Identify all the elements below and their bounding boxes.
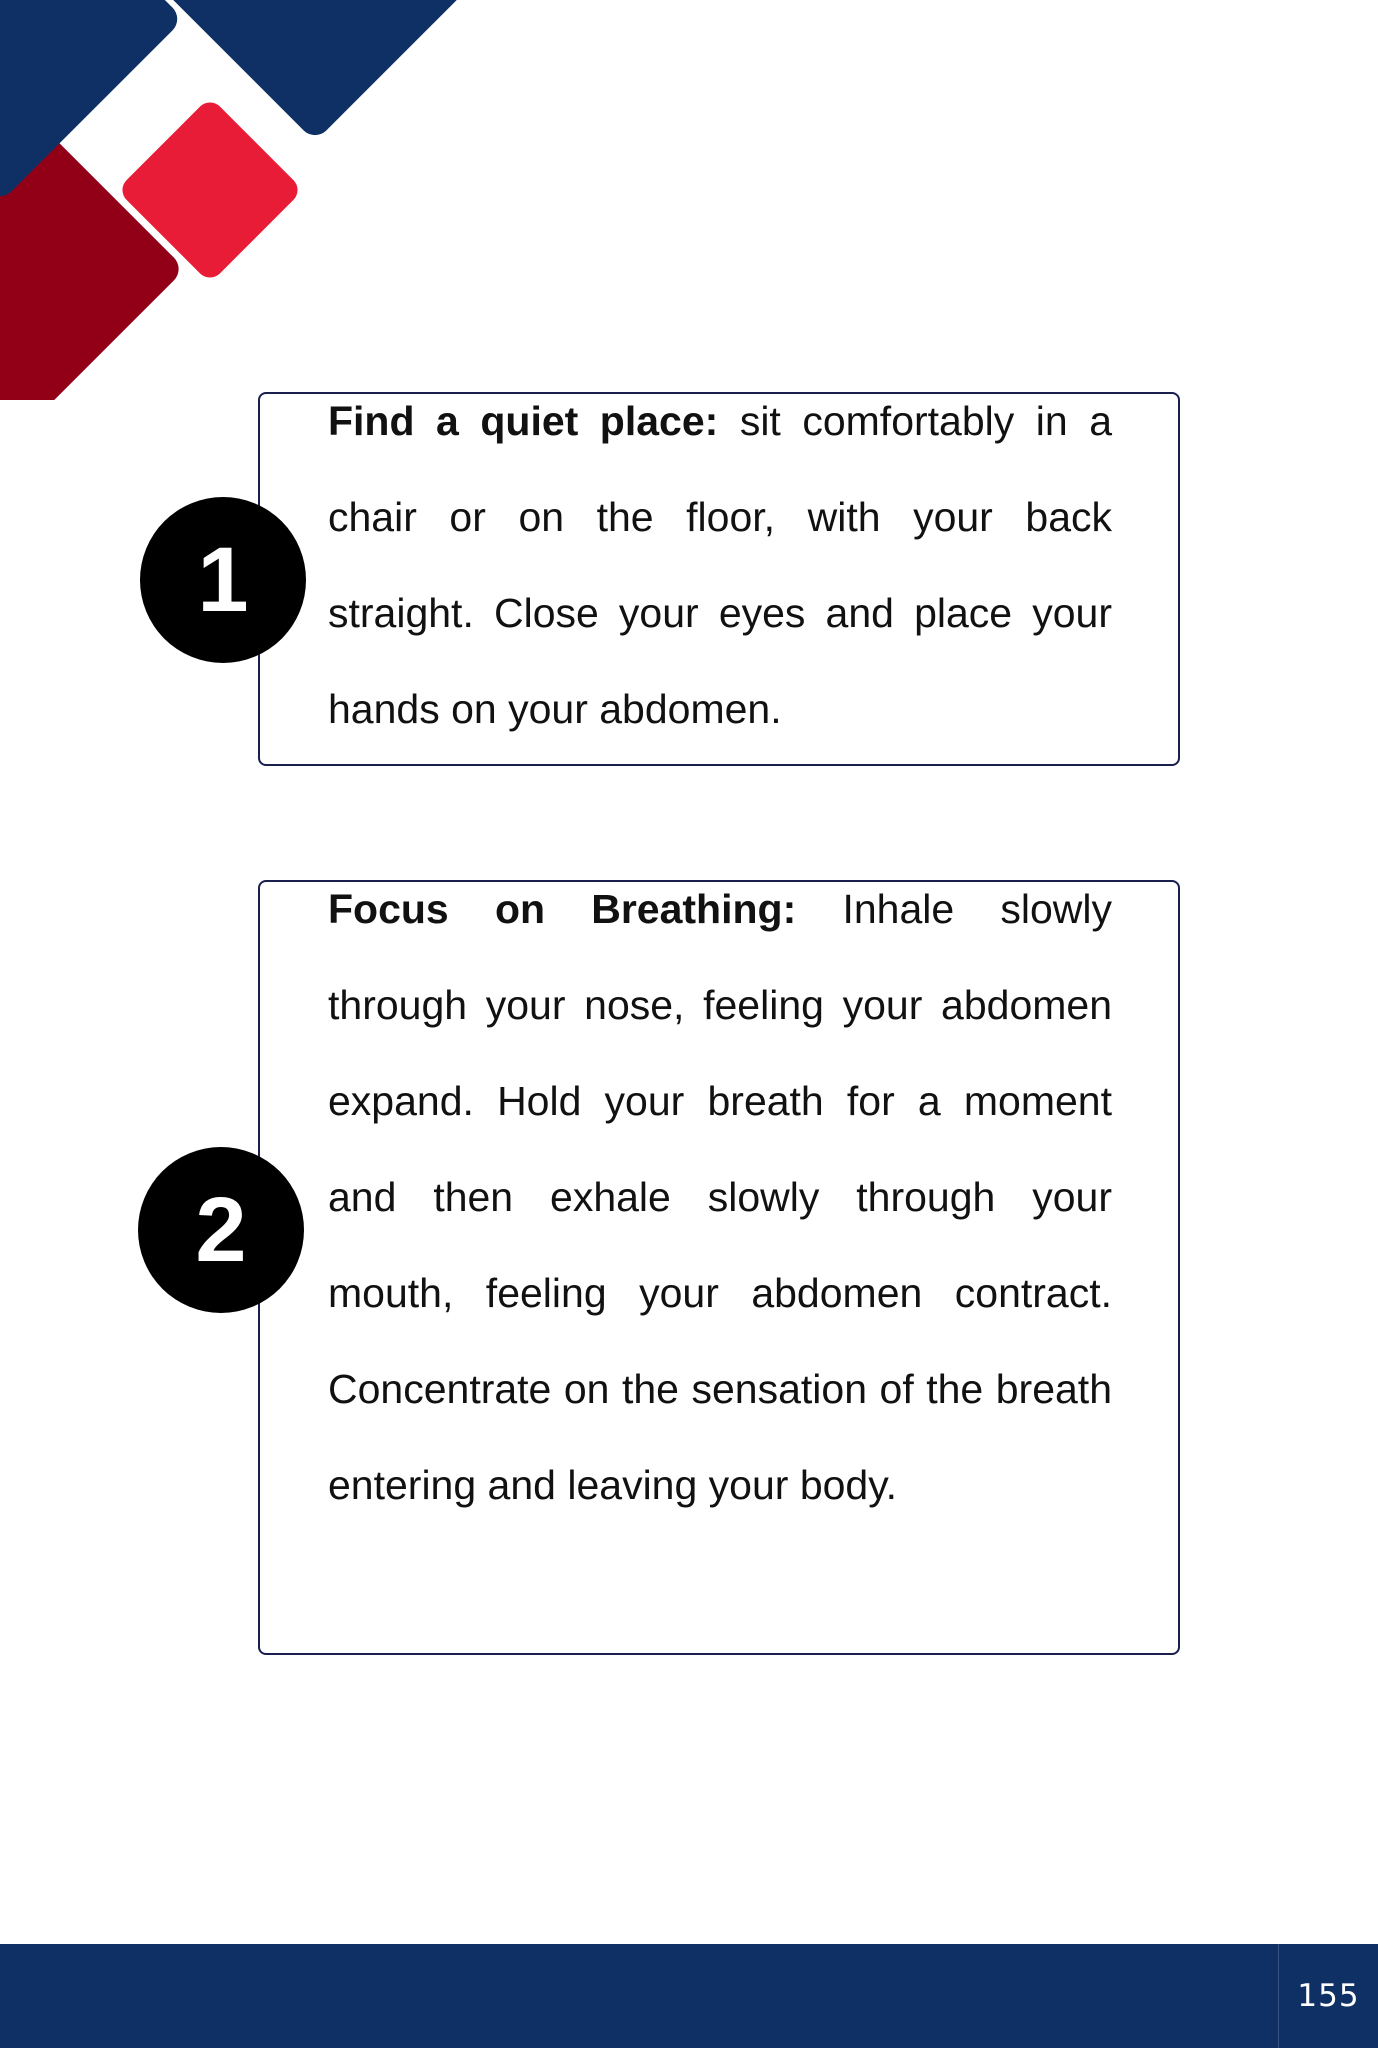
- step-1-title: Find a quiet place:: [328, 398, 719, 444]
- step-1-body: sit comfortably in a chair or on the floor, with your back straight. Close your eyes and place your hands on your abdomen.: [328, 398, 1112, 732]
- step-1-card: [258, 392, 1180, 766]
- footer-bar: [0, 1944, 1378, 2048]
- step-1-badge: 1: [140, 497, 306, 663]
- page-number: 155: [1297, 1978, 1360, 2014]
- step-2-title: Focus on Breathing:: [328, 886, 797, 932]
- step-2-text: [328, 861, 1112, 1533]
- step-2-body: Inhale slowly through your nose, feeling your abdomen expand. Hold your breath for a moment and then exhale slowly through your mouth, feeling your abdomen contract. Concentrate on the sensation of the breath entering and leaving your body.: [328, 886, 1112, 1508]
- step-1-text: [328, 373, 1112, 757]
- step-2-badge: 2: [138, 1147, 304, 1313]
- corner-decoration: [0, 0, 460, 400]
- step-2-card: [258, 880, 1180, 1655]
